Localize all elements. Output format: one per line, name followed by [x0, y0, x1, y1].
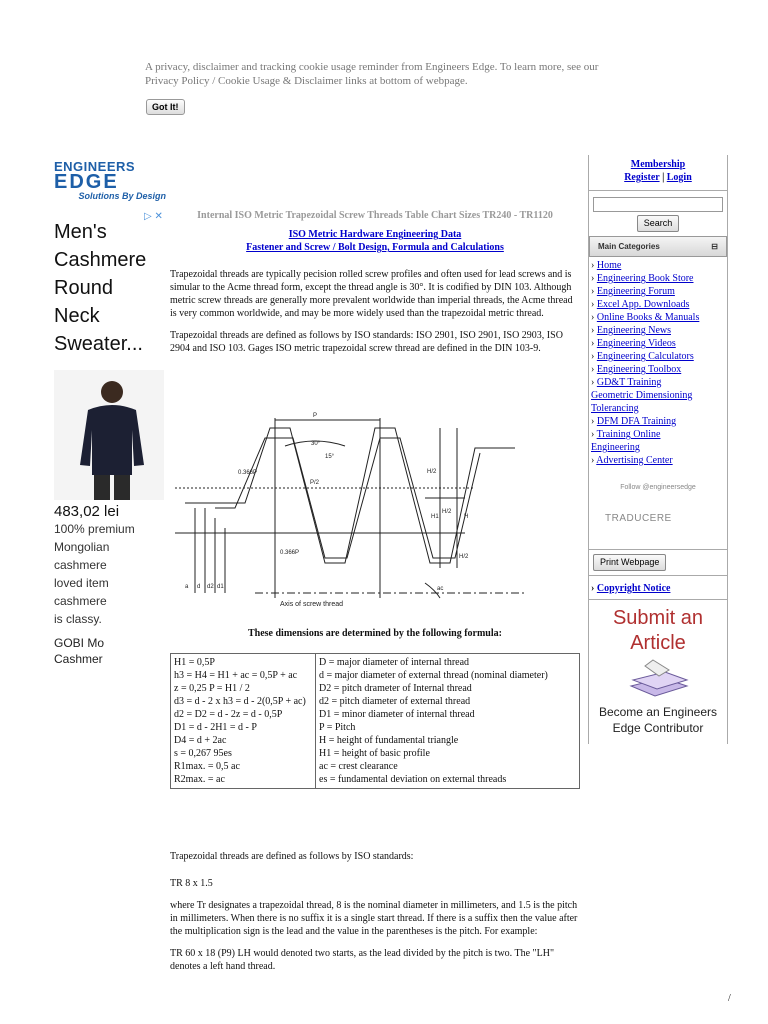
ad-title[interactable]: Men's Cashmere Round Neck Sweater...	[54, 221, 147, 355]
diagram-label: a	[185, 584, 189, 590]
diagram-label: H1	[431, 514, 439, 520]
book-stack-icon	[623, 656, 693, 700]
formula-line: R2max. = ac	[174, 774, 225, 785]
formula-left-cell	[171, 654, 316, 789]
formula-right-cell	[316, 654, 580, 789]
diagram-label: H/2	[427, 469, 437, 475]
membership-box: Membership Register | Login	[624, 159, 692, 183]
diagram-label: P	[313, 413, 318, 419]
formula-table-wrap	[170, 653, 580, 789]
gdt-sub-link[interactable]: Geometric Dimensioning Tolerancing	[591, 390, 693, 414]
category-item: › DFM DFA Training	[591, 416, 677, 427]
category-link[interactable]: Excel App. Downloads	[596, 299, 690, 310]
search-button[interactable]: Search	[637, 215, 680, 232]
formula-line: z = 0,25 P = H1 / 2	[174, 683, 250, 694]
diagram-label: H/2	[442, 509, 452, 515]
definition-line: d = major diameter of external thread (nominal diameter)	[319, 670, 548, 681]
category-link[interactable]: Advertising Center	[596, 455, 673, 466]
ad-brand-line: Cashmer	[54, 652, 103, 666]
diagram-label: P/2	[310, 480, 320, 486]
formula-line: R1max. = 0,5 ac	[174, 761, 240, 772]
logo-tagline: Solutions By Design	[78, 191, 166, 201]
main-categories-header	[589, 236, 727, 257]
ad-brand[interactable]	[54, 635, 166, 667]
category-link[interactable]: Engineering Calculators	[596, 351, 694, 362]
fastener-design-link[interactable]: Fastener and Screw / Bolt Design, Formula and Calculations	[246, 242, 504, 253]
category-item: › Engineering Calculators	[591, 351, 694, 362]
category-link[interactable]: DFM DFA Training	[596, 416, 677, 427]
definition-line: d2 = pitch diameter of external thread	[319, 696, 471, 707]
ad-desc-line: Mongolian	[54, 540, 110, 554]
category-link[interactable]: Engineering Book Store	[596, 273, 694, 284]
category-item: › Home	[591, 260, 622, 271]
submit-article-banner[interactable]	[589, 599, 727, 744]
search-input[interactable]	[593, 197, 723, 212]
category-link[interactable]: Engineering Videos	[596, 338, 676, 349]
sidebar	[588, 155, 728, 744]
category-item	[591, 389, 725, 415]
submit-subtitle: Become an Engineers Edge Contributor	[598, 705, 718, 735]
adchoices-icon[interactable]: ▷ ✕	[144, 211, 163, 222]
formula-line: h3 = H4 = H1 + ac = 0,5P + ac	[174, 670, 298, 681]
category-link[interactable]: Training Online	[596, 429, 661, 440]
category-item: › Excel App. Downloads	[591, 299, 690, 310]
search-box	[589, 190, 727, 236]
diagram-label: H/2	[459, 554, 469, 560]
definition-line: D = major diameter of internal thread	[319, 657, 470, 668]
trapezoidal-thread-diagram	[175, 408, 545, 613]
ad-desc-line: cashmere	[54, 558, 107, 572]
diagram-label: 15°	[325, 454, 335, 460]
print-webpage-button[interactable]: Print Webpage	[593, 554, 666, 571]
page-title: Internal ISO Metric Trapezoidal Screw Threads Table Chart Sizes TR240 - TR1120	[197, 210, 553, 221]
diagram-label: d1	[217, 584, 224, 590]
ad-brand-line: GOBI Mo	[54, 636, 105, 650]
iso-definition-paragraph: Trapezoidal threads are defined as follows by ISO standards:	[170, 851, 414, 862]
ad-desc-line: cashmere	[54, 594, 107, 608]
diagram-label: H	[464, 514, 469, 520]
category-item: › Advertising Center	[591, 455, 673, 466]
tr-lh-example: TR 60 x 18 (P9) LH would denoted two starts, as the lead divided by the pitch is two. The "LH" denotes a left hand thread.	[170, 948, 555, 972]
tr-explanation: where Tr designates a trapezoidal thread, 8 is the nominal diameter in millimeters, and 1.5 is the pitch in millimeters. When there is no suffix it is a single start thread. If there is a suffix then the value after the multiplication sign is the lead and the value in the parentheses is the pitch. For example:	[170, 900, 578, 937]
follow-link[interactable]: Follow @engineersedge	[620, 484, 696, 491]
cookie-notice: A privacy, disclaimer and tracking cookie usage reminder from Engineers Edge. To learn more, see our Privacy Policy / Cookie Usage & Disclaimer links at bottom of webpage.	[145, 61, 599, 87]
print-box	[589, 549, 727, 575]
ad-desc-line: loved item	[54, 576, 109, 590]
sweater-model-image	[54, 370, 164, 500]
section-links	[170, 228, 580, 254]
diagram-label: d2	[207, 584, 214, 590]
diagram-label: 0.366P	[238, 470, 258, 476]
category-item: › Engineering Toolbox	[591, 364, 682, 375]
definition-line: H = height of fundamental triangle	[319, 735, 459, 746]
main-categories-label: Main Categories	[598, 242, 660, 251]
category-item: › Engineering News	[591, 325, 671, 336]
formula-line: d2 = D2 = d - 2z = d - 0,5P	[174, 709, 283, 720]
submit-title: Submit an Article	[612, 607, 704, 654]
logo-line1: ENGINEERS	[54, 159, 136, 174]
category-item: › Engineering Forum	[591, 286, 675, 297]
definition-line: P = Pitch	[319, 722, 356, 733]
ad-image[interactable]	[54, 370, 164, 500]
iso-standards-paragraph: Trapezoidal threads are defined as follows by ISO standards: ISO 2901, ISO 2901, ISO 2903, ISO 2904 and ISO 103. Gages ISO metric trapezoidal screw thread are defined in the DIN 103-9.	[170, 330, 563, 354]
iso-metric-hardware-link[interactable]: ISO Metric Hardware Engineering Data	[288, 229, 462, 240]
formula-line: D4 = d + 2ac	[174, 735, 227, 746]
ad-desc-line: is classy.	[54, 612, 102, 626]
register-link[interactable]: Register	[624, 172, 660, 183]
definition-line: D2 = pitch drameter of Internal thread	[319, 683, 472, 694]
category-item: › Engineering Book Store	[591, 273, 694, 284]
axis-label: Axis of screw thread	[280, 601, 344, 608]
tr-example: TR 8 x 1.5	[170, 878, 213, 889]
category-item: › Online Books & Manuals	[591, 312, 700, 323]
category-item: › Engineering Videos	[591, 338, 676, 349]
membership-link[interactable]: Membership	[630, 159, 686, 170]
copyright-box: › Copyright Notice	[589, 575, 727, 599]
category-link[interactable]: Home	[596, 260, 622, 271]
footer-mark: /	[728, 993, 731, 1004]
diagram-label: d	[197, 584, 201, 590]
diagram-label: 30°	[311, 441, 321, 447]
category-item	[591, 441, 725, 454]
category-link[interactable]: GD&T Training	[596, 377, 662, 388]
category-link[interactable]: Engineering News	[596, 325, 671, 336]
formula-table	[170, 653, 580, 789]
ad-description[interactable]	[54, 520, 166, 628]
collapse-icon[interactable]: ⊟	[711, 242, 718, 251]
category-item: › GD&T Training	[591, 377, 662, 388]
ad-price[interactable]: 483,02 lei	[54, 503, 120, 520]
lower-content	[170, 850, 580, 982]
formula-heading: These dimensions are determined by the following formula:	[248, 628, 502, 639]
training-sub-link[interactable]: Engineering	[591, 442, 640, 453]
intro-paragraph: Trapezoidal threads are typically pecision rolled screw profiles and often used for lead screws and is simular to the Acme thread form, except the thread angle is 30°. It is codified by DIN 103. Although metric screw threads are generally more prevalent worldwide than imperial threads, the Acme thread is very common worldwide, and may be more widely used than the trapezoidal metric thread.	[170, 269, 573, 319]
diagram-label: 0.366P	[280, 550, 300, 556]
formula-line: s = 0,267 95es	[174, 748, 232, 759]
definition-line: es = fundamental deviation on external threads	[319, 774, 507, 785]
definition-line: H1 = height of basic profile	[319, 748, 430, 759]
translate-widget[interactable]: TRADUCERE	[605, 513, 672, 524]
category-link[interactable]: Engineering Forum	[596, 286, 675, 297]
category-item: › Training Online	[591, 429, 661, 440]
engineers-edge-logo[interactable]	[54, 160, 166, 204]
formula-line: d3 = d - 2 x h3 = d - 2(0,5P + ac)	[174, 696, 306, 707]
ad-desc-line: 100% premium	[54, 522, 135, 536]
definition-line: D1 = minor diameter of internal thread	[319, 709, 475, 720]
formula-line: D1 = d - 2H1 = d - P	[174, 722, 257, 733]
category-link[interactable]: Online Books & Manuals	[596, 312, 700, 323]
copyright-link[interactable]: Copyright Notice	[596, 583, 671, 594]
main-content	[170, 210, 580, 364]
logo-line2: EDGE	[54, 171, 119, 193]
category-link[interactable]: Engineering Toolbox	[596, 364, 682, 375]
definition-line: ac = crest clearance	[319, 761, 398, 772]
login-link[interactable]: Login	[666, 172, 692, 183]
category-list	[589, 257, 727, 467]
diagram-label: ac	[437, 586, 444, 592]
got-it-button[interactable]: Got It!	[146, 99, 185, 115]
formula-line: H1 = 0,5P	[174, 657, 215, 668]
